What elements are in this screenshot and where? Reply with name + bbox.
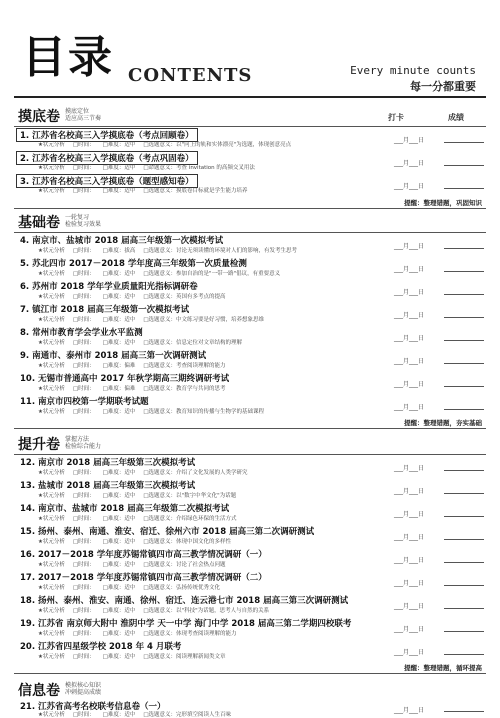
section-title: 摸底卷	[18, 109, 60, 125]
score-field[interactable]	[444, 631, 484, 632]
list-item[interactable]	[14, 525, 486, 548]
list-item[interactable]	[14, 372, 486, 395]
item-meta: ★状元分析 □时间： □难度：适中 □命题意义：考查 invitation 的高频交叉用法	[38, 165, 255, 171]
item-title: 20. 江苏省四星级学校 2018 年 4 月联考	[20, 642, 182, 652]
checkin-date-field[interactable]: ___月___日	[393, 289, 424, 296]
checkin-date-field[interactable]: ___月___日	[393, 580, 424, 587]
item-title: 4. 南京市、盐城市 2018 届高三年级第一次模拟考试	[20, 236, 224, 246]
score-field[interactable]	[444, 711, 484, 712]
column-headers	[366, 112, 486, 123]
list-item[interactable]	[14, 640, 486, 663]
list-item[interactable]	[14, 280, 486, 303]
item-title: 14. 南京市、盐城市 2018 届高三年级第二次模拟考试	[20, 504, 230, 514]
checkin-date-field[interactable]: ___月___日	[393, 557, 424, 564]
section-subtitle: 模拟核心知识 冲刺提高成绩	[65, 682, 102, 696]
item-meta: ★状元分析 □时间： □难度：偏难 □选题意义：教育学与共同的思考	[38, 386, 226, 392]
item-title: 15. 扬州、泰州、南通、淮安、宿迁、徐州六市 2018 届高三第二次调研测试	[20, 527, 315, 537]
checkin-date-field[interactable]: ___月___日	[393, 137, 424, 144]
section-subtitle: 一轮复习 检验复习效果	[65, 214, 102, 228]
score-field[interactable]	[444, 562, 484, 563]
item-meta: ★状元分析 □时间： □难度：适中 □选题意义：以"科技"为话题，思考人与自然的关系	[38, 608, 270, 614]
score-field[interactable]	[444, 516, 484, 517]
item-title: 18. 扬州、泰州、淮安、南通、徐州、宿迁、连云港七市 2018 届高三第三次调研测试	[20, 596, 349, 606]
checkin-date-field[interactable]: ___月___日	[393, 183, 424, 190]
score-field[interactable]	[444, 363, 484, 364]
item-title: 2. 江苏省名校高三入学摸底卷（考点巩固卷）	[16, 151, 198, 165]
section-subtitle: 摸底定位 适应高三节奏	[65, 108, 102, 122]
list-item[interactable]	[14, 571, 486, 594]
section-end-divider	[14, 208, 486, 209]
list-item[interactable]	[14, 128, 486, 151]
section-modi	[14, 106, 486, 207]
list-item[interactable]	[14, 349, 486, 372]
checkin-date-field[interactable]: ___月___日	[393, 649, 424, 656]
score-field[interactable]	[444, 294, 484, 295]
item-meta: ★状元分析 □时间： □难度：适中 □选题意义：介绍绿色环保的生活方式	[38, 516, 237, 522]
item-meta: ★状元分析 □时间： □难度：适中 □选题意义：完形填空阅读人生百味	[38, 712, 232, 718]
item-title: 1. 江苏省名校高三入学摸底卷（考点回顾卷）	[16, 128, 198, 142]
section-end-divider	[14, 428, 486, 429]
item-title: 3. 江苏省名校高三入学摸底卷（题型感知卷）	[16, 174, 198, 188]
item-meta: ★状元分析 □时间： □难度：适中 □选题意义：英国有多考点的提高	[38, 294, 226, 300]
item-meta: ★状元分析 □时间： □难度：适中 □选题意义：以"数字中华文化"为话题	[38, 493, 237, 499]
score-field[interactable]	[444, 585, 484, 586]
section-subtitle: 掌握方法 检验综合能力	[65, 436, 102, 450]
slogan-chinese: 每一分都重要	[410, 80, 476, 93]
score-field[interactable]	[444, 539, 484, 540]
item-meta: ★状元分析 □时间： □难度：适中 □选题意义：体现考查阅读理解的能力	[38, 631, 237, 637]
list-item[interactable]	[14, 174, 486, 197]
list-item[interactable]	[14, 548, 486, 571]
list-item[interactable]	[14, 326, 486, 349]
score-field[interactable]	[444, 608, 484, 609]
checkin-header: 打卡	[388, 113, 404, 122]
section-divider	[14, 454, 486, 455]
list-item[interactable]	[14, 617, 486, 640]
score-field[interactable]	[444, 188, 484, 189]
item-title: 17. 2017－2018 学年度苏锡常镇四市高三教学情况调研（二）	[20, 573, 267, 583]
item-meta: ★状元分析 □时间： □难度：适中 □选题意义：以"问上的轨和实体漂亮"为选题，体现创意亮点	[38, 142, 292, 148]
item-meta: ★状元分析 □时间： □难度：适中 □选题意义：讨论了社会热点问题	[38, 562, 226, 568]
checkin-date-field[interactable]: ___月___日	[393, 335, 424, 342]
checkin-date-field[interactable]: ___月___日	[393, 266, 424, 273]
section-reminder: 提醒：整理错题，夯实基础	[404, 419, 482, 427]
list-item[interactable]	[14, 303, 486, 326]
section-title: 信息卷	[18, 683, 60, 699]
score-field[interactable]	[444, 654, 484, 655]
checkin-date-field[interactable]: ___月___日	[393, 404, 424, 411]
list-item[interactable]	[14, 502, 486, 525]
section-jichu	[14, 212, 486, 427]
item-meta: ★状元分析 □时间： □难度：适中 □选题意义：信息定位对文章结构的理解	[38, 340, 243, 346]
section-reminder: 提醒：整理错题，巩固知识	[404, 199, 482, 207]
score-field[interactable]	[444, 340, 484, 341]
list-item[interactable]	[14, 395, 486, 418]
section-end-divider	[14, 673, 486, 674]
section-divider	[14, 126, 486, 127]
contents-label: CONTENTS	[128, 65, 253, 86]
item-meta: ★状元分析 □时间： □难度：拔高 □选题意义：讨论无须读懂的环境对人们的影响，有发考生思考	[38, 248, 298, 254]
section-divider	[14, 232, 486, 233]
item-title: 19. 江苏省 南京师大附中 淮阴中学 天一中学 海门中学 2018 届高三第二学期四校联考	[20, 619, 352, 629]
score-field[interactable]	[444, 271, 484, 272]
checkin-date-field[interactable]: ___月___日	[393, 312, 424, 319]
header-divider	[14, 96, 486, 98]
score-field[interactable]	[444, 317, 484, 318]
item-title: 13. 盐城市 2018 届高三年级第三次模拟考试	[20, 481, 196, 491]
score-field[interactable]	[444, 248, 484, 249]
score-field[interactable]	[444, 493, 484, 494]
page-title: 目录	[22, 32, 114, 83]
item-meta: ★状元分析 □时间： □难度：适中 □选题意义：介绍了文化发展的人类学研究	[38, 470, 248, 476]
score-field[interactable]	[444, 470, 484, 471]
item-title: 7. 镇江市 2018 届高三年级第一次模拟考试	[20, 305, 190, 315]
item-title: 5. 苏北四市 2017－2018 学年度高三年级第一次质量检测	[20, 259, 247, 269]
score-field[interactable]	[444, 386, 484, 387]
item-title: 12. 南京市 2018 届高三年级第三次模拟考试	[20, 458, 196, 468]
score-field[interactable]	[444, 409, 484, 410]
item-title: 9. 南通市、泰州市 2018 届高三第一次调研测试	[20, 351, 207, 361]
item-title: 16. 2017－2018 学年度苏锡常镇四市高三教学情况调研（一）	[20, 550, 267, 560]
checkin-date-field[interactable]: ___月___日	[393, 465, 424, 472]
checkin-date-field[interactable]: ___月___日	[393, 603, 424, 610]
score-header: 成绩	[448, 113, 464, 122]
slogan-english: Every minute counts	[350, 64, 476, 77]
checkin-date-field[interactable]: ___月___日	[393, 534, 424, 541]
checkin-date-field[interactable]: ___月___日	[393, 381, 424, 388]
item-meta: ★状元分析 □时间： □难度：适中 □选题意义：教育知识的传播与生物学的基础课程	[38, 409, 265, 415]
section-reminder: 提醒：整理错题，循环提高	[404, 664, 482, 672]
item-meta: ★状元分析 □时间： □难度：适中 □选题意义：阅读理解新闻类文章	[38, 654, 226, 660]
list-item[interactable]	[14, 594, 486, 617]
list-item[interactable]	[14, 257, 486, 280]
section-title: 提升卷	[18, 437, 60, 453]
checkin-date-field[interactable]: ___月___日	[393, 707, 424, 714]
item-meta: ★状元分析 □时间： □难度：偏难 □选题意义：考查阅读理解的能力	[38, 363, 226, 369]
section-tisheng	[14, 434, 486, 672]
list-item[interactable]	[14, 479, 486, 502]
item-meta: ★状元分析 □时间： □难度：适中 □选题意义：摸底卷目标就是学生能力培养	[38, 188, 248, 194]
list-item[interactable]	[14, 234, 486, 257]
list-item[interactable]	[14, 456, 486, 479]
item-title: 8. 常州市教育学会学业水平监测	[20, 328, 143, 338]
item-title: 21. 江苏省高考名校联考信息卷（一）	[20, 702, 166, 712]
checkin-date-field[interactable]: ___月___日	[393, 243, 424, 250]
checkin-date-field[interactable]: ___月___日	[393, 358, 424, 365]
list-item[interactable]	[14, 699, 486, 718]
list-item[interactable]	[14, 151, 486, 174]
item-meta: ★状元分析 □时间： □难度：适中 □选题意义：体现中国文化的多样性	[38, 539, 232, 545]
score-field[interactable]	[444, 165, 484, 166]
checkin-date-field[interactable]: ___月___日	[393, 511, 424, 518]
checkin-date-field[interactable]: ___月___日	[393, 160, 424, 167]
item-meta: ★状元分析 □时间： □难度：适中 □选题意义：参加自治的是"一带一路"倡议，有重要意义	[38, 271, 281, 277]
checkin-date-field[interactable]: ___月___日	[393, 626, 424, 633]
score-field[interactable]	[444, 142, 484, 143]
item-title: 10. 无锡市普通高中 2017 年秋学期高三期终调研考试	[20, 374, 230, 384]
section-xinxi-items	[14, 699, 486, 718]
item-title: 6. 苏州市 2018 学年学业质量阳光指标调研卷	[20, 282, 198, 292]
item-meta: ★状元分析 □时间： □难度：适中 □选题意义：弘扬传统优秀文化	[38, 585, 221, 591]
checkin-date-field[interactable]: ___月___日	[393, 488, 424, 495]
section-title: 基础卷	[18, 215, 60, 231]
item-title: 11. 南京市四校第一学期联考试题	[20, 397, 149, 407]
item-meta: ★状元分析 □时间： □难度：适中 □选题意义：中文练习要是好习惯，培养想象思维	[38, 317, 265, 323]
